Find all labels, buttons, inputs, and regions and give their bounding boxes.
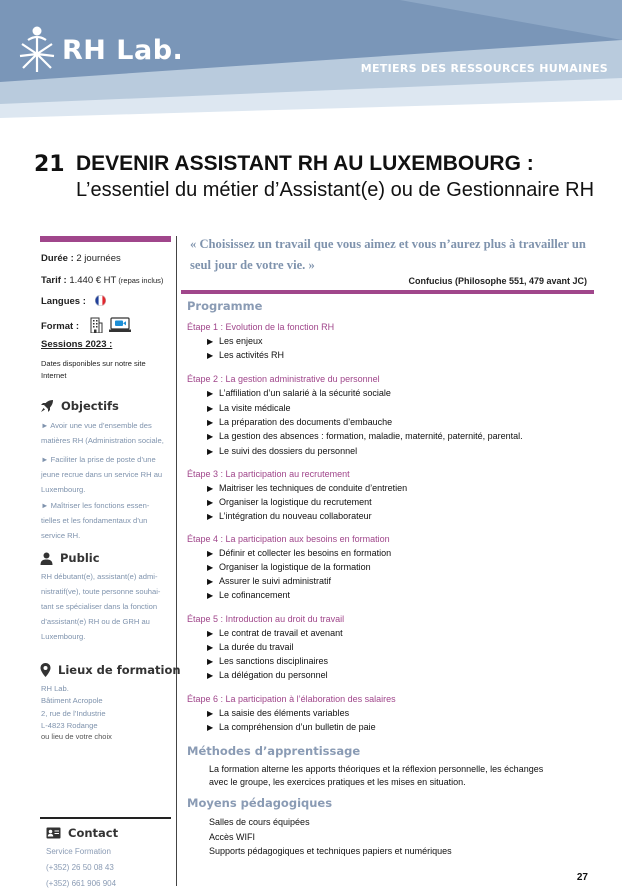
public-line-1: RH débutant(e), assistant(e) admi- bbox=[41, 572, 158, 581]
lieux-line-2: Bâtiment Acropole bbox=[41, 696, 103, 706]
tarif-row bbox=[41, 274, 163, 288]
logo bbox=[18, 24, 183, 76]
step-4-item-1-text: Définir et collecter les besoins en formation bbox=[219, 548, 392, 558]
tarif-label: Tarif : bbox=[41, 275, 67, 286]
french-flag-icon bbox=[95, 295, 106, 306]
contact-phone-1[interactable]: (+352) 26 50 08 43 bbox=[46, 863, 114, 872]
step-3-item: ▶ L’intégration du nouveau collaborateur bbox=[207, 511, 372, 521]
step-5-item: ▶ Le contrat de travail et avenant bbox=[207, 628, 343, 638]
objectif-2-line-2: jeune recrue dans un service RH au bbox=[41, 470, 163, 479]
step-5-item-1-text: Le contrat de travail et avenant bbox=[219, 628, 343, 638]
laptop-video-icon bbox=[109, 317, 131, 333]
building-icon bbox=[90, 317, 103, 333]
step-5-item: ▶ Les sanctions disciplinaires bbox=[207, 656, 329, 666]
moyens-heading: Moyens pédagogiques bbox=[187, 796, 333, 810]
moyens-line-3: Supports pédagogiques et techniques papiers et numériques bbox=[209, 846, 452, 856]
rocket-icon bbox=[40, 399, 54, 413]
step-4-item: ▶ Le cofinancement bbox=[207, 590, 291, 600]
step-1-item-2-text: Les activités RH bbox=[219, 350, 285, 360]
step-2-item-3-text: La préparation des documents d’embauche bbox=[219, 417, 393, 427]
brand-name: RH Lab. bbox=[62, 34, 184, 66]
objectif-2-line-1: ► Faciliter la prise de poste d’une bbox=[41, 455, 156, 464]
main-accent-bar bbox=[181, 290, 594, 294]
format-row bbox=[41, 317, 131, 334]
objectif-3-line-3: service RH. bbox=[41, 531, 81, 540]
public-line-5: Luxembourg. bbox=[41, 632, 86, 641]
langues-row bbox=[41, 295, 106, 309]
step-4-item: ▶ Définir et collecter les besoins en formation bbox=[207, 548, 392, 558]
step-3-item: ▶ Maitriser les techniques de conduite d’entretien bbox=[207, 483, 408, 493]
step-4-item-2-text: Organiser la logistique de la formation bbox=[219, 562, 371, 572]
objectif-item-1 bbox=[41, 418, 172, 448]
step-3-item-2-text: Organiser la logistique du recrutement bbox=[219, 497, 372, 507]
contact-card-icon bbox=[46, 827, 61, 839]
tarif-note: (repas inclus) bbox=[116, 276, 164, 285]
moyens-line-1: Salles de cours équipées bbox=[209, 817, 310, 827]
lieux-extra: ou lieu de votre choix bbox=[41, 732, 112, 741]
format-label: Format : bbox=[41, 321, 79, 332]
duree-label: Durée : bbox=[41, 253, 74, 264]
programme-heading: Programme bbox=[187, 299, 263, 313]
lieux-title: Lieux de formation bbox=[58, 663, 181, 677]
step-3-item-3-text: L’intégration du nouveau collaborateur bbox=[219, 511, 372, 521]
page-number: 27 bbox=[576, 872, 588, 883]
step-3-label: Étape 3 : La participation au recrutement bbox=[187, 469, 350, 479]
quote-author: Confucius (Philosophe 551, 479 avant JC) bbox=[408, 276, 587, 286]
public-text bbox=[41, 569, 172, 644]
objectifs-heading bbox=[40, 399, 119, 413]
objectif-3-line-2: tielles et les fondamentaux d’un bbox=[41, 516, 148, 525]
step-5-item-3-text: Les sanctions disciplinaires bbox=[219, 656, 329, 666]
contact-title: Contact bbox=[68, 826, 119, 840]
contact-service: Service Formation bbox=[46, 847, 111, 856]
rh-lab-logo-icon bbox=[18, 24, 56, 76]
public-line-3: tant se spécialiser dans la fonction bbox=[41, 602, 158, 611]
step-2-item: ▶ Le suivi des dossiers du personnel bbox=[207, 446, 358, 456]
step-1-label: Étape 1 : Evolution de la fonction RH bbox=[187, 322, 335, 332]
step-6-item-1-text: La saisie des éléments variables bbox=[219, 708, 350, 718]
contact-phone-2[interactable]: (+352) 661 906 904 bbox=[46, 879, 117, 888]
step-6-item-2-text: La compréhension d’un bulletin de paie bbox=[219, 722, 376, 732]
step-5-item: ▶ La durée du travail bbox=[207, 642, 294, 652]
contact-heading bbox=[46, 826, 118, 840]
step-2-item: ▶ La visite médicale bbox=[207, 403, 291, 413]
step-3-item: ▶ Organiser la logistique du recrutement bbox=[207, 497, 372, 507]
step-1-item: ▶ Les activités RH bbox=[207, 350, 285, 360]
step-6-item: ▶ La compréhension d’un bulletin de paie bbox=[207, 722, 376, 732]
step-6-label: Étape 6 : La participation à l’élaboration des salaires bbox=[187, 694, 396, 704]
public-heading bbox=[40, 551, 100, 565]
step-3-item-1-text: Maitriser les techniques de conduite d’entretien bbox=[219, 483, 408, 493]
objectif-item-2 bbox=[41, 452, 172, 497]
sessions-note-1: Dates disponibles sur notre site bbox=[41, 359, 146, 368]
sessions-note-2: Internet bbox=[41, 371, 67, 380]
quote-text: « Choisissez un travail que vous aimez et vous n’aurez plus à travailler un seul jour de votre vie. » bbox=[190, 237, 586, 272]
step-2-item-2-text: La visite médicale bbox=[219, 403, 291, 413]
step-4-item-3-text: Assurer le suivi administratif bbox=[219, 576, 332, 586]
duree-row bbox=[41, 252, 121, 266]
moyens-text bbox=[209, 815, 452, 859]
lieux-heading bbox=[40, 663, 181, 677]
step-2-item-1-text: L’affiliation d’un salarié à la sécurité sociale bbox=[219, 388, 391, 398]
methodes-heading: Méthodes d’apprentissage bbox=[187, 744, 361, 758]
sessions-label: Sessions 2023 : bbox=[41, 339, 113, 350]
step-5-item: ▶ La délégation du personnel bbox=[207, 670, 328, 680]
methodes-line-1: La formation alterne les apports théoriques et la réflexion personnelle, les échanges bbox=[209, 764, 544, 774]
column-divider bbox=[176, 236, 177, 886]
step-4-label: Étape 4 : La participation aux besoins en formation bbox=[187, 534, 390, 544]
step-4-item-4-text: Le cofinancement bbox=[219, 590, 291, 600]
tarif-value: 1.440 € HT bbox=[66, 275, 117, 286]
step-2-item: ▶ La gestion des absences : formation, maladie, maternité, paternité, parental. bbox=[207, 431, 523, 441]
langues-label: Langues : bbox=[41, 296, 86, 307]
objectif-1-line-2: matières RH (Administration sociale, bbox=[41, 436, 164, 445]
step-1-item-1-text: Les enjeux bbox=[219, 336, 263, 346]
person-icon bbox=[40, 552, 53, 565]
course-title: DEVENIR ASSISTANT RH AU LUXEMBOURG : bbox=[76, 152, 534, 175]
course-subtitle: L’essentiel du métier d’Assistant(e) ou de Gestionnaire RH bbox=[76, 179, 595, 201]
objectif-1-line-1: ► Avoir une vue d’ensemble des bbox=[41, 421, 152, 430]
objectif-2-line-3: Luxembourg. bbox=[41, 485, 86, 494]
methodes-line-2: avec le groupe, les exercices pratiques et les mises en situation. bbox=[209, 777, 466, 787]
step-6-item: ▶ La saisie des éléments variables bbox=[207, 708, 350, 718]
step-2-label: Étape 2 : La gestion administrative du personnel bbox=[187, 374, 380, 384]
section-title: METIERS DES RESSOURCES HUMAINES bbox=[360, 62, 608, 75]
step-2-item: ▶ L’affiliation d’un salarié à la sécurité sociale bbox=[207, 388, 391, 398]
step-5-item-4-text: La délégation du personnel bbox=[219, 670, 328, 680]
step-5-label: Étape 5 : Introduction au droit du travail bbox=[187, 614, 345, 624]
location-pin-icon bbox=[40, 663, 51, 677]
public-line-4: d’assistant(e) RH ou de GRH au bbox=[41, 617, 150, 626]
objectif-item-3 bbox=[41, 498, 172, 543]
methodes-text bbox=[209, 763, 543, 789]
lieux-line-3: 2, rue de l’Industrie bbox=[41, 708, 106, 718]
public-line-2: nistratif(ve), toute personne souhai- bbox=[41, 587, 161, 596]
objectif-3-line-1: ► Maîtriser les fonctions essen- bbox=[41, 501, 150, 510]
step-5-item-2-text: La durée du travail bbox=[219, 642, 294, 652]
lieux-line-1: RH Lab. bbox=[41, 684, 69, 693]
step-4-item: ▶ Organiser la logistique de la formation bbox=[207, 562, 371, 572]
step-4-item: ▶ Assurer le suivi administratif bbox=[207, 576, 332, 586]
moyens-line-2: Accès WIFI bbox=[209, 831, 256, 842]
course-number: 21 bbox=[34, 152, 65, 177]
lieux-address bbox=[41, 683, 171, 733]
step-1-item: ▶ Les enjeux bbox=[207, 336, 263, 346]
step-2-item-5-text: Le suivi des dossiers du personnel bbox=[219, 446, 358, 456]
public-title: Public bbox=[60, 551, 100, 565]
step-2-item: ▶ La préparation des documents d’embauche bbox=[207, 417, 393, 427]
contact-details bbox=[46, 844, 176, 890]
duree-value: 2 journées bbox=[73, 253, 121, 264]
objectifs-title: Objectifs bbox=[61, 399, 119, 413]
lieux-line-4: L-4823 Rodange bbox=[41, 721, 98, 731]
sidebar-accent-bar bbox=[40, 236, 171, 242]
contact-divider bbox=[40, 817, 171, 819]
step-2-item-4-text: La gestion des absences : formation, maladie, maternité, paternité, parental. bbox=[219, 431, 523, 441]
